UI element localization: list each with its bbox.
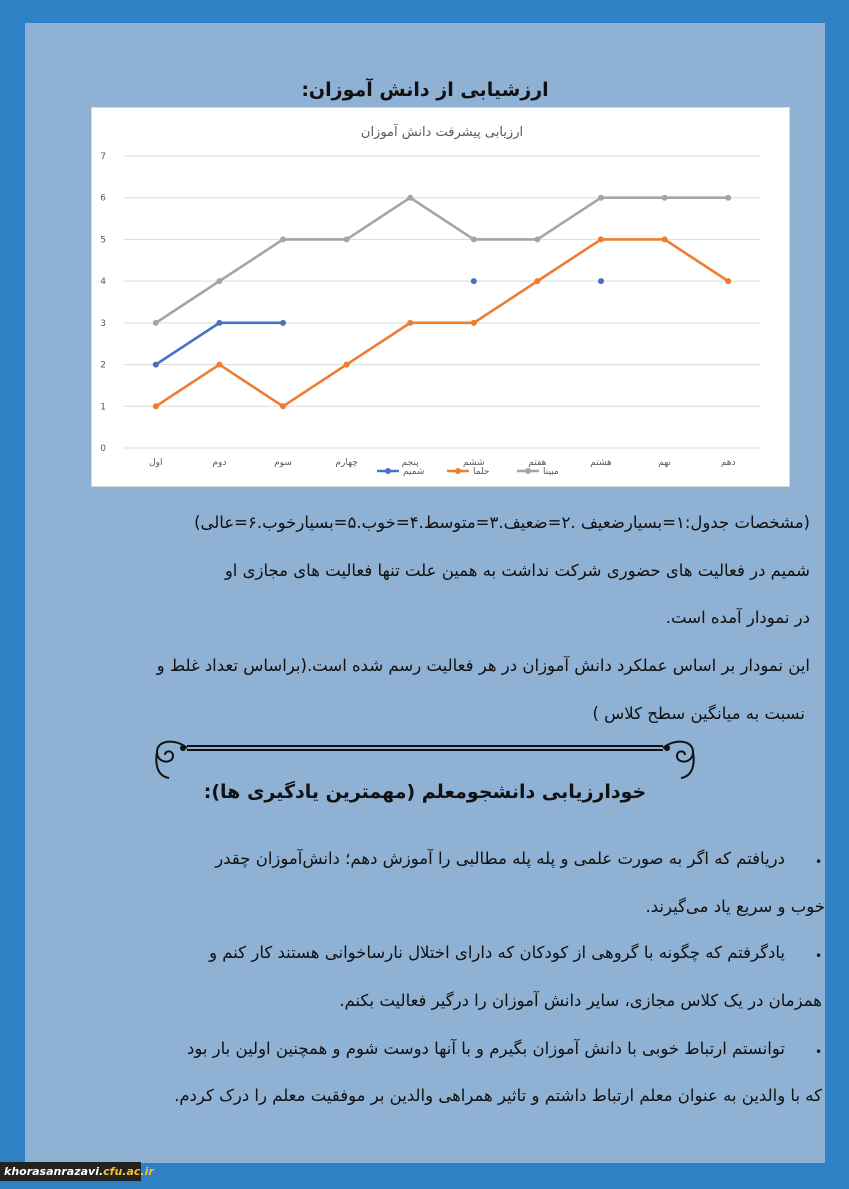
- site-badge[interactable]: [0, 1162, 154, 1181]
- series-line: [156, 198, 728, 323]
- chart-svg: [92, 108, 789, 486]
- y-tick-label: 4: [100, 277, 106, 288]
- legend-label: مبینا: [543, 467, 559, 477]
- y-tick-label: 7: [100, 152, 106, 162]
- data-point: [407, 195, 413, 201]
- data-point: [344, 362, 350, 368]
- legend-label: حلما: [473, 467, 490, 477]
- x-tick-label: چهارم: [335, 458, 358, 468]
- self-evaluation-title: خودارزیابی دانشجومعلم (مهمترین یادگیری ها):: [203, 781, 647, 803]
- learning-3-line1: توانستم ارتباط خوبی با دانش آموزان بگیرم و با آنها دوست شوم و همچنین اولین بار بود: [186, 1039, 785, 1058]
- learning-2-line2: همزمان در یک کلاس مجازی، سایر دانش آموزان را درگیر فعالیت بکنم.: [339, 991, 822, 1010]
- y-tick-label: 0: [100, 444, 106, 454]
- data-point: [598, 195, 604, 201]
- data-point: [534, 278, 540, 284]
- data-point: [471, 320, 477, 326]
- y-tick-label: 6: [100, 193, 106, 204]
- data-point: [598, 236, 604, 242]
- site-badge-main: khorasanrazavi.: [4, 1165, 104, 1178]
- x-tick-label: دهم: [720, 458, 736, 468]
- data-point: [662, 195, 668, 201]
- chart-basis-line1: این نمودار بر اساس عملکرد دانش آموزان در هر فعالیت رسم شده است.(براساس تعداد غلط و: [156, 656, 810, 675]
- legend-marker: [385, 468, 391, 474]
- x-tick-label: سوم: [274, 458, 292, 468]
- document-page: [25, 23, 825, 1163]
- data-point: [598, 278, 604, 284]
- x-tick-label: هفتم: [528, 458, 547, 468]
- y-tick-label: 5: [100, 235, 106, 246]
- y-tick-label: 3: [100, 318, 106, 329]
- learning-3-line2: که با والدین به عنوان معلم ارتباط داشتم و تاثیر همراهی والدین بر موفقیت معلم را درک کردم.: [174, 1086, 822, 1105]
- data-point: [280, 403, 286, 409]
- site-badge-accent: cfu.ac.ir: [103, 1165, 154, 1178]
- chart-basis-line2: نسبت به میانگین سطح کلاس ): [592, 704, 805, 723]
- data-point: [280, 320, 286, 326]
- table-key-text: (مشخصات جدول:۱=بسیارضعیف .۲=ضعیف.۳=متوسط.۴=خوب.۵=بسیارخوب.۶=عالی): [194, 513, 810, 532]
- data-point: [153, 362, 159, 368]
- ornament-divider-icon: [147, 738, 703, 782]
- data-point: [216, 362, 222, 368]
- progress-chart: [91, 107, 790, 487]
- data-point: [471, 278, 477, 284]
- learning-1-line2: خوب و سریع یاد می‌گیرند.: [645, 897, 825, 916]
- data-point: [280, 236, 286, 242]
- data-point: [471, 236, 477, 242]
- learning-1-line1: دریافتم که اگر به صورت علمی و پله پله مطالبی را آموزش دهم؛ دانش‌آموزان چقدر: [215, 849, 785, 868]
- data-point: [344, 236, 350, 242]
- page-title: ارزشیابی از دانش آموزان:: [301, 79, 549, 101]
- shamim-note-line2: در نمودار آمده است.: [665, 608, 810, 627]
- x-tick-label: نهم: [658, 458, 671, 468]
- learning-2-line1: یادگرفتم که چگونه با گروهی از کودکان که دارای اختلال نارساخوانی هستند کار کنم و: [209, 943, 785, 962]
- data-point: [216, 278, 222, 284]
- x-tick-label: اول: [149, 458, 163, 468]
- bullet-icon: •: [815, 1045, 823, 1059]
- data-point: [153, 403, 159, 409]
- data-point: [725, 195, 731, 201]
- x-tick-label: دوم: [212, 458, 227, 468]
- chart-title: ارزیابی پیشرفت دانش آموزان: [360, 125, 524, 140]
- data-point: [534, 236, 540, 242]
- legend-marker: [525, 468, 531, 474]
- x-tick-label: پنجم: [401, 458, 419, 468]
- data-point: [216, 320, 222, 326]
- legend-label: شمیم: [403, 467, 425, 477]
- data-point: [662, 236, 668, 242]
- legend-marker: [455, 468, 461, 474]
- data-point: [725, 278, 731, 284]
- data-point: [153, 320, 159, 326]
- series-line: [156, 323, 283, 365]
- y-tick-label: 2: [100, 360, 106, 371]
- bullet-icon: •: [815, 949, 823, 963]
- x-tick-label: ششم: [463, 458, 485, 468]
- bullet-icon: •: [815, 855, 823, 869]
- x-tick-label: هشتم: [590, 458, 612, 468]
- y-tick-label: 1: [100, 402, 106, 413]
- data-point: [407, 320, 413, 326]
- shamim-note-line1: شمیم در فعالیت های حضوری شرکت نداشت به همین علت تنها فعالیت های مجازی او: [224, 561, 810, 580]
